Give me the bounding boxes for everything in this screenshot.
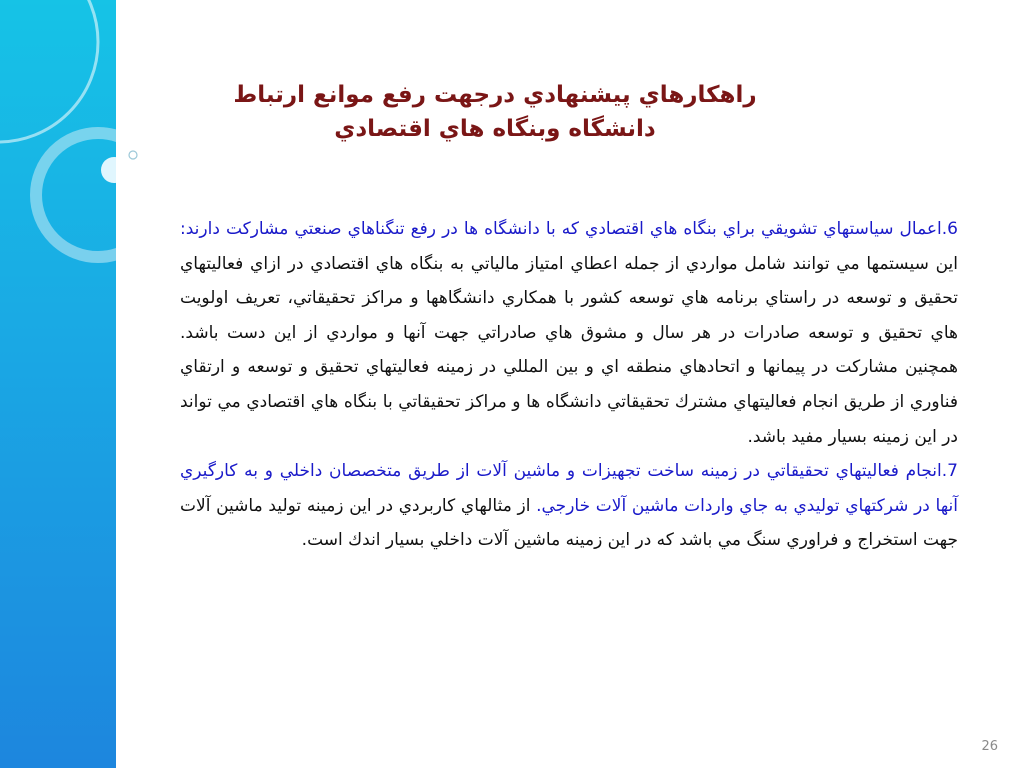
paragraph-6-heading: 6.اعمال سياستهاي تشويقي براي بنگاه هاي اقتصادي كه با دانشگاه ها در رفع تنگناهاي صنعتي مشاركت دارند: bbox=[180, 219, 958, 239]
title-line-1: راهكارهاي پيشنهادي درجهت رفع موانع ارتباط bbox=[233, 82, 757, 108]
large-ring bbox=[0, 0, 98, 142]
small-bubble bbox=[101, 157, 116, 183]
slide-title bbox=[170, 78, 820, 146]
decorative-side-panel bbox=[0, 0, 116, 768]
paragraph-6 bbox=[180, 212, 958, 454]
paragraph-6-body: اين سيستمها مي توانند شامل مواردي از جمله اعطاي امتياز مالياتي به بنگاه هاي اقتصادي در ازاي فعاليتهاي تحقيق و توسعه در راستاي برنامه هاي توسعه كشور با همكاري دانشگاهها و مراكز تحقيقاتي، تعريف اولويت هاي تحقيق و توسعه صادرات در هر سال و مشوق هاي صادراتي جهت آنها و مواردي از اين دست باشد. همچنين مشاركت در پيمانها و اتحادهاي منطقه اي و بين المللي در زمينه فعاليتهاي تحقيق و توسعه و ارتقاي فناوري از طريق انجام فعاليتهاي مشترك تحقيقاتي دانشگاه ها و مراكز تحقيقاتي با بنگاه هاي اقتصادي مي تواند در اين زمينه بسيار مفيد باشد. bbox=[180, 253, 958, 447]
title-line-2: دانشگاه وبنگاه هاي اقتصادي bbox=[334, 116, 656, 142]
tiny-circle-icon bbox=[129, 151, 137, 159]
paragraph-7-heading: 7.انجام فعاليتهاي تحقيقاتي در زمينه ساخت تجهيزات و ماشين آلات از طريق متخصصان داخلي و به كارگيري آنها در شركتهاي توليدي به جاي واردات ماشين آلات خارجي. bbox=[180, 461, 959, 516]
decorative-rings bbox=[0, 0, 116, 768]
medium-ring bbox=[36, 133, 116, 257]
paragraph-7-body: از مثالهاي كاربردي در اين زمينه توليد ماشين آلات جهت استخراج و فراوري سنگ مي باشد كه در اين زمينه ماشين آلات داخلي بسيار اندك است. bbox=[180, 495, 958, 551]
paragraph-7 bbox=[180, 454, 958, 558]
page-number: 26 bbox=[981, 739, 998, 754]
slide-body bbox=[180, 212, 958, 558]
